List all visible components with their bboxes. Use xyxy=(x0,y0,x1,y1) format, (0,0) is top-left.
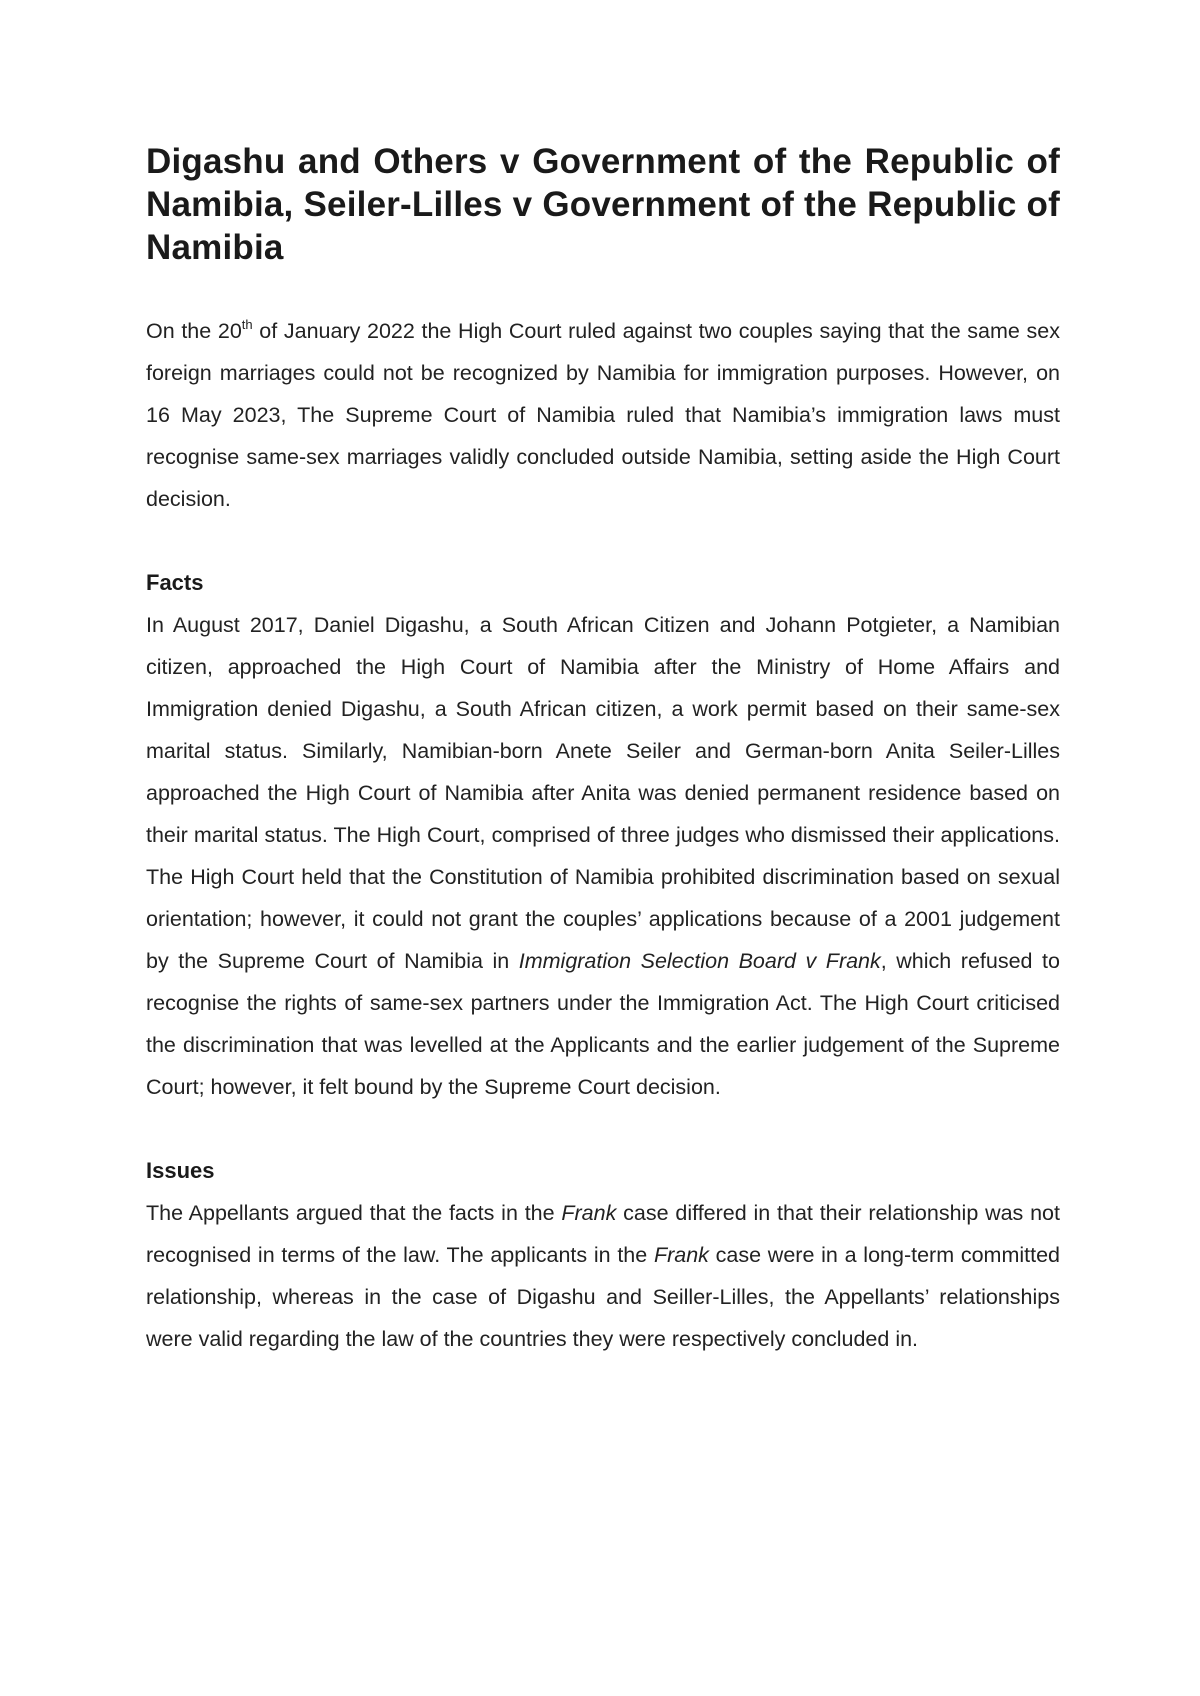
issues-text-part-3: case were in a long-term committed relationship, whereas in the case of Digashu and Seiller-Lilles, the Appellants’ relationships were valid regarding the law of the countries they were respectively concluded in. xyxy=(146,1243,1060,1351)
document-title: Digashu and Others v Government of the Republic of Namibia, Seiler-Lilles v Government of the Republic of Namibia xyxy=(146,142,1060,267)
facts-text-end: , which refused to recognise the rights of same-sex partners under the Immigration Act. The High Court criticised the discrimination that was levelled at the Applicants and the earlier judgement of the Supreme Court; however, it felt bound by the Supreme Court decision. xyxy=(146,949,1060,1099)
ordinal-suffix: th xyxy=(241,317,253,332)
issues-heading: Issues xyxy=(146,1158,215,1183)
document-page xyxy=(146,140,1060,1360)
intro-text-start: On the 20 xyxy=(146,319,242,343)
case-citation: Frank xyxy=(653,1243,709,1267)
case-citation: Frank xyxy=(561,1201,617,1225)
intro-text-end: of January 2022 the High Court ruled against two couples saying that the same sex foreign marriages could not be recognized by Namibia for immigration purposes. However, on 16 May 2023, The Supreme Court of Namibia ruled that Namibia’s immigration laws must recognise same-sex marriages validly concluded outside Namibia, setting aside the High Court decision. xyxy=(146,319,1060,511)
issues-paragraph xyxy=(146,1192,1060,1360)
intro-paragraph xyxy=(146,310,1060,520)
facts-text-start: In August 2017, Daniel Digashu, a South African Citizen and Johann Potgieter, a Namibian citizen, approached the High Court of Namibia after the Ministry of Home Affairs and Immigration denied Digashu, a South African citizen, a work permit based on their same-sex marital status. Similarly, Namibian-born Anete Seiler and German-born Anita Seiler-Lilles approached the High Court of Namibia after Anita was denied permanent residence based on their marital status. The High Court, comprised of three judges who dismissed their applications. The High Court held that the Constitution of Namibia prohibited discrimination based on sexual orientation; however, it could not grant the couples’ applications because of a 2001 judgement by the Supreme Court of Namibia in xyxy=(146,613,1060,973)
case-citation: Immigration Selection Board v Frank xyxy=(518,949,881,973)
facts-heading: Facts xyxy=(146,570,204,595)
facts-paragraph xyxy=(146,604,1060,1108)
issues-text-part-2: case differed in that their relationship was not recognised in terms of the law. The applicants in the xyxy=(146,1201,1060,1267)
issues-text-part-1: The Appellants argued that the facts in the xyxy=(146,1201,562,1225)
